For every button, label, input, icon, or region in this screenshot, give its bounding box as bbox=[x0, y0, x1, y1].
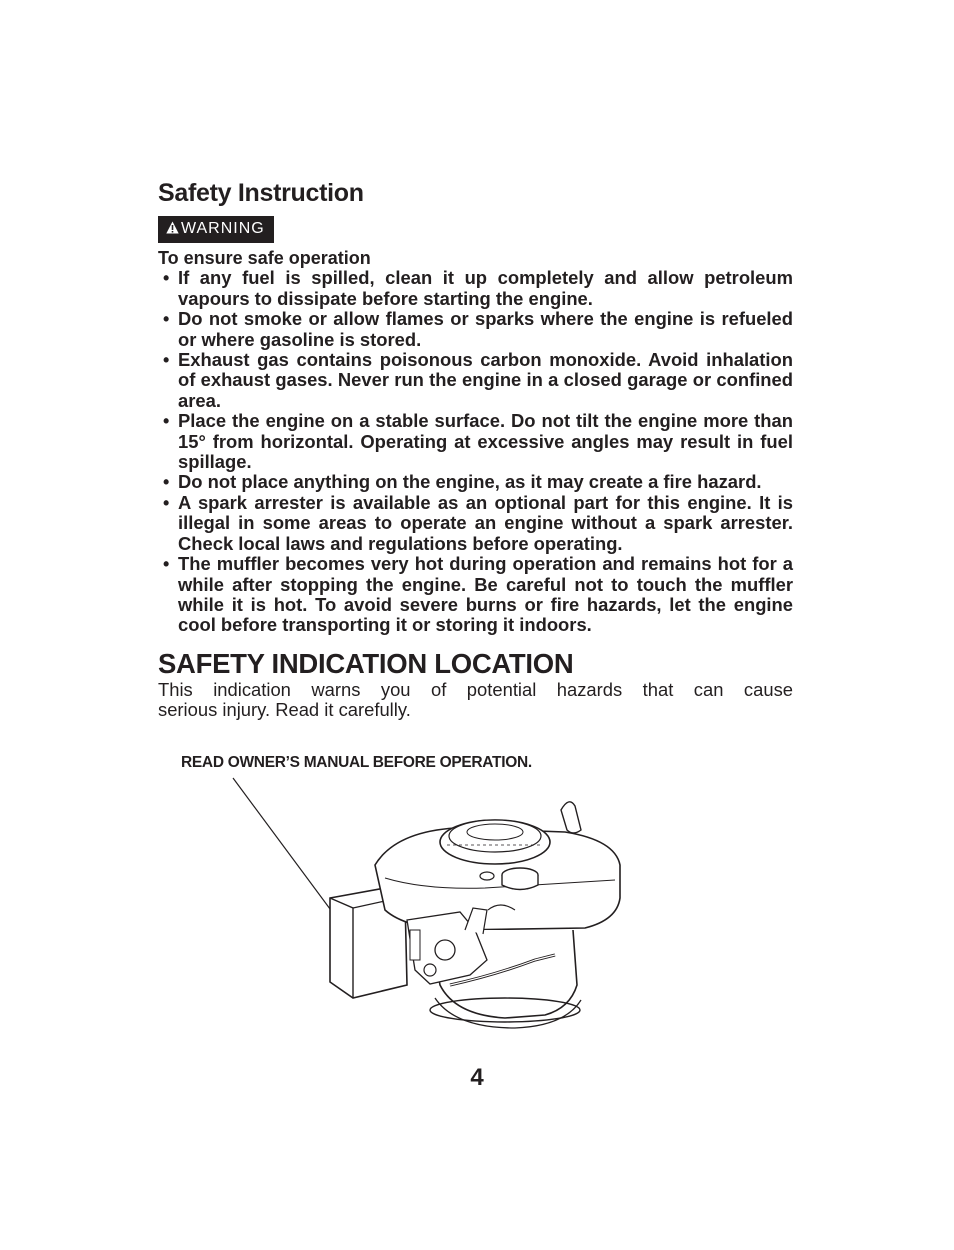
safety-bullet-list bbox=[158, 268, 793, 635]
manual-label-callout: READ OWNER’S MANUAL BEFORE OPERATION. bbox=[181, 754, 532, 771]
page-number: 4 bbox=[470, 1064, 484, 1091]
bullet-item: • Do not smoke or allow flames or sparks where the engine is refueled or where gasoline is stored. bbox=[158, 309, 793, 350]
warning-label: WARNING bbox=[181, 220, 265, 237]
engine-illustration bbox=[225, 770, 625, 1040]
warning-badge bbox=[158, 216, 274, 243]
page-content bbox=[158, 176, 793, 721]
bullet-item: • Do not place anything on the engine, as it may create a fire hazard. bbox=[158, 472, 793, 492]
bullet-item: • A spark arrester is available as an optional part for this engine. It is illegal in some areas to operate an engine without a spark arrester. Check local laws and regulations before operating. bbox=[158, 493, 793, 554]
bullet-item: • Place the engine on a stable surface. Do not tilt the engine more than 15° from horizontal. Operating at excessive angles may result in fuel spillage. bbox=[158, 411, 793, 472]
intro-text: To ensure safe operation bbox=[158, 248, 371, 268]
warning-triangle-icon bbox=[166, 219, 179, 241]
bullet-item: • Exhaust gas contains poisonous carbon monoxide. Avoid inhalation of exhaust gases. Never run the engine in a closed garage or confined area. bbox=[158, 350, 793, 411]
bullet-item: • The muffler becomes very hot during operation and remains hot for a while after stopping the engine. Be careful not to touch the muffler while it is hot. To avoid severe burns or fire hazards, let the engine cool before transporting it or storing it indoors. bbox=[158, 554, 793, 636]
bullet-item: • If any fuel is spilled, clean it up completely and allow petroleum vapours to dissipate before starting the engine. bbox=[158, 268, 793, 309]
section-title: Safety Instruction bbox=[158, 179, 364, 207]
indication-description-line2: serious injury. Read it carefully. bbox=[158, 699, 411, 721]
indication-description-line1: This indication warns you of potential hazards that can cause bbox=[158, 678, 793, 700]
indication-title: SAFETY INDICATION LOCATION bbox=[158, 647, 574, 679]
